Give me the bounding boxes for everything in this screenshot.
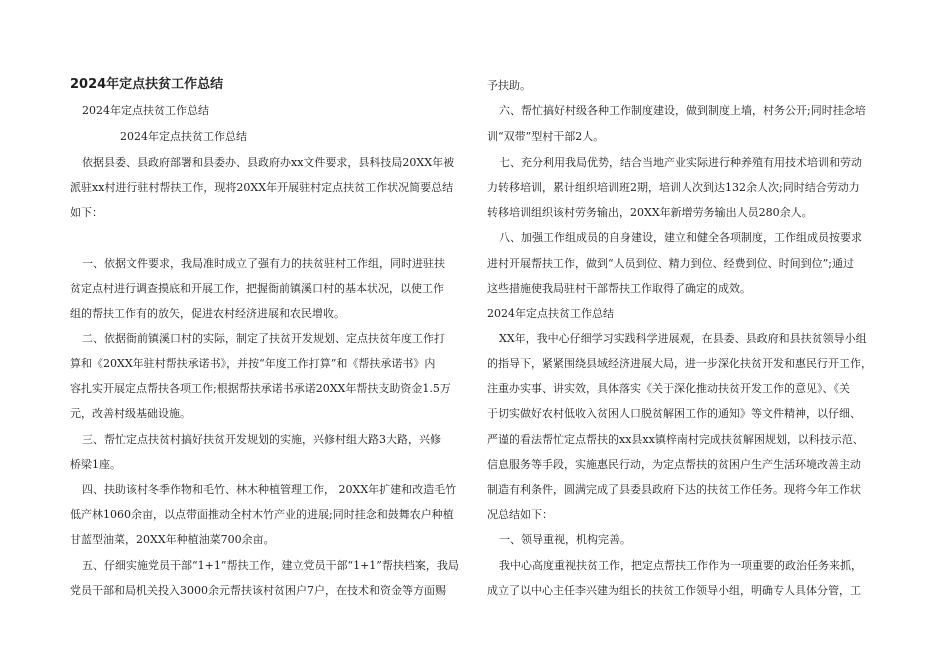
text-line: 桥梁1座。 xyxy=(70,458,121,471)
text-line: 予扶助。 xyxy=(487,79,531,92)
text-line: 2024年定点扶贫工作总结 xyxy=(487,307,614,320)
text-line: 七、充分利用我局优势，结合当地产业实际进行种养殖有用技术培训和劳动 xyxy=(499,156,862,169)
text-line: 容扎实开展定点帮扶各项工作;根据帮扶承诺书承诺20XX年帮扶支助资金1.5万 xyxy=(70,382,451,395)
text-line: 我中心高度重视扶贫工作，把定点帮扶工作作为一项重要的政治任务来抓， xyxy=(499,559,862,572)
text-line: 元，改善村级基础设施。 xyxy=(70,407,191,420)
text-line: 贫定点村进行调查摸底和开展工作，把握衙前镇溪口村的基本状况，以使工作 xyxy=(70,282,444,295)
text-line: 进村开展帮扶工作，做到“人员到位、精力到位、经费到位、时间到位”;通过 xyxy=(487,257,854,270)
document-title: 2024年定点扶贫工作总结 xyxy=(70,77,224,92)
text-line: 制造有利条件，圆满完成了县委县政府下达的扶贫工作任务。现将今年工作状 xyxy=(487,483,861,496)
text-line: 转移培训组织该村劳务输出，20XX年新增劳务输出人员280余人。 xyxy=(487,206,813,219)
text-line: 依据县委、县政府部署和县委办、县政府办xx文件要求，县科技局20XX年被 xyxy=(82,156,455,169)
text-line: 于切实做好农村低收入贫困人口脱贫解困工作的通知》等文件精神，以仔细、 xyxy=(487,407,861,420)
text-line: 2024年定点扶贫工作总结 xyxy=(82,104,209,117)
text-line: 成立了以中心主任李兴建为组长的扶贫工作领导小组，明确专人具体分管，工 xyxy=(487,584,861,597)
text-line: 一、领导重视，机构完善。 xyxy=(499,533,631,546)
text-line: 算和《20XX年驻村帮扶承诺书》，并按“年度工作打算”和《帮扶承诺书》内 xyxy=(70,357,436,370)
text-line: 一、依据文件要求，我局准时成立了强有力的扶贫驻村工作组，同时进驻扶 xyxy=(82,257,445,270)
text-line: 注重办实事、讲实效，具体落实《关于深化推动扶贫开发工作的意见》、《关 xyxy=(487,382,850,395)
text-line: 四、扶助该村冬季作物和毛竹、林木种植管理工作， 20XX年扩建和改造毛竹 xyxy=(82,483,457,496)
text-line: 低产林1060余亩，以点带面推动全村木竹产业的进展;同时挂念和鼓舞农户种植 xyxy=(70,508,454,521)
text-line: 派驻xx村进行驻村帮扶工作，现将20XX年开展驻村定点扶贫工作状况简要总结 xyxy=(70,181,454,194)
text-line: 严谨的看法帮忙定点帮扶的xx县xx镇梓南村完成扶贫解困规划，以科技示范、 xyxy=(487,433,864,446)
text-line: 二、依据衙前镇溪口村的实际，制定了扶贫开发规划、定点扶贫年度工作打 xyxy=(82,332,445,345)
text-line: 甘蓝型油菜，20XX年种植油菜700余亩。 xyxy=(70,533,275,546)
text-line: 信息服务等手段，实施惠民行动，为定点帮扶的贫困户生产生活环境改善主动 xyxy=(487,458,861,471)
text-line: 六、帮忙搞好村级各种工作制度建设，做到制度上墙，村务公开;同时挂念培 xyxy=(499,104,866,117)
text-line: 这些措施使我局驻村干部帮扶工作取得了确定的成效。 xyxy=(487,282,751,295)
text-line: 八、加强工作组成员的自身建设，建立和健全各项制度，工作组成员按要求 xyxy=(499,231,862,244)
text-line: 如下： xyxy=(70,206,103,219)
text-line: 党员干部和局机关投入3000余元帮扶该村贫困户7户，在技术和资金等方面赐 xyxy=(70,584,446,597)
text-line: 训“双带”型村干部2人。 xyxy=(487,130,605,143)
text-line: 的指导下，紧紧围绕县域经济进展大局，进一步深化扶贫开发和惠民行开工作， xyxy=(487,357,872,370)
text-line: 五、仔细实施党员干部“1+1”帮扶工作，建立党员干部“1+1”帮扶档案，我局 xyxy=(82,559,459,572)
text-line: 2024年定点扶贫工作总结 xyxy=(120,130,247,143)
text-line: XX年，我中心仔细学习实践科学进展观，在县委、县政府和县扶贫领导小组 xyxy=(499,332,867,345)
text-line: 三、帮忙定点扶贫村搞好扶贫开发规划的实施，兴修村组大路3大路，兴修 xyxy=(82,433,441,446)
text-line: 况总结如下： xyxy=(487,508,553,521)
text-line: 力转移培训，累计组织培训班2期，培训人次到达132余人次;同时结合劳动力 xyxy=(487,181,860,194)
text-line: 组的帮扶工作有的放矢，促进农村经济进展和农民增收。 xyxy=(70,307,345,320)
